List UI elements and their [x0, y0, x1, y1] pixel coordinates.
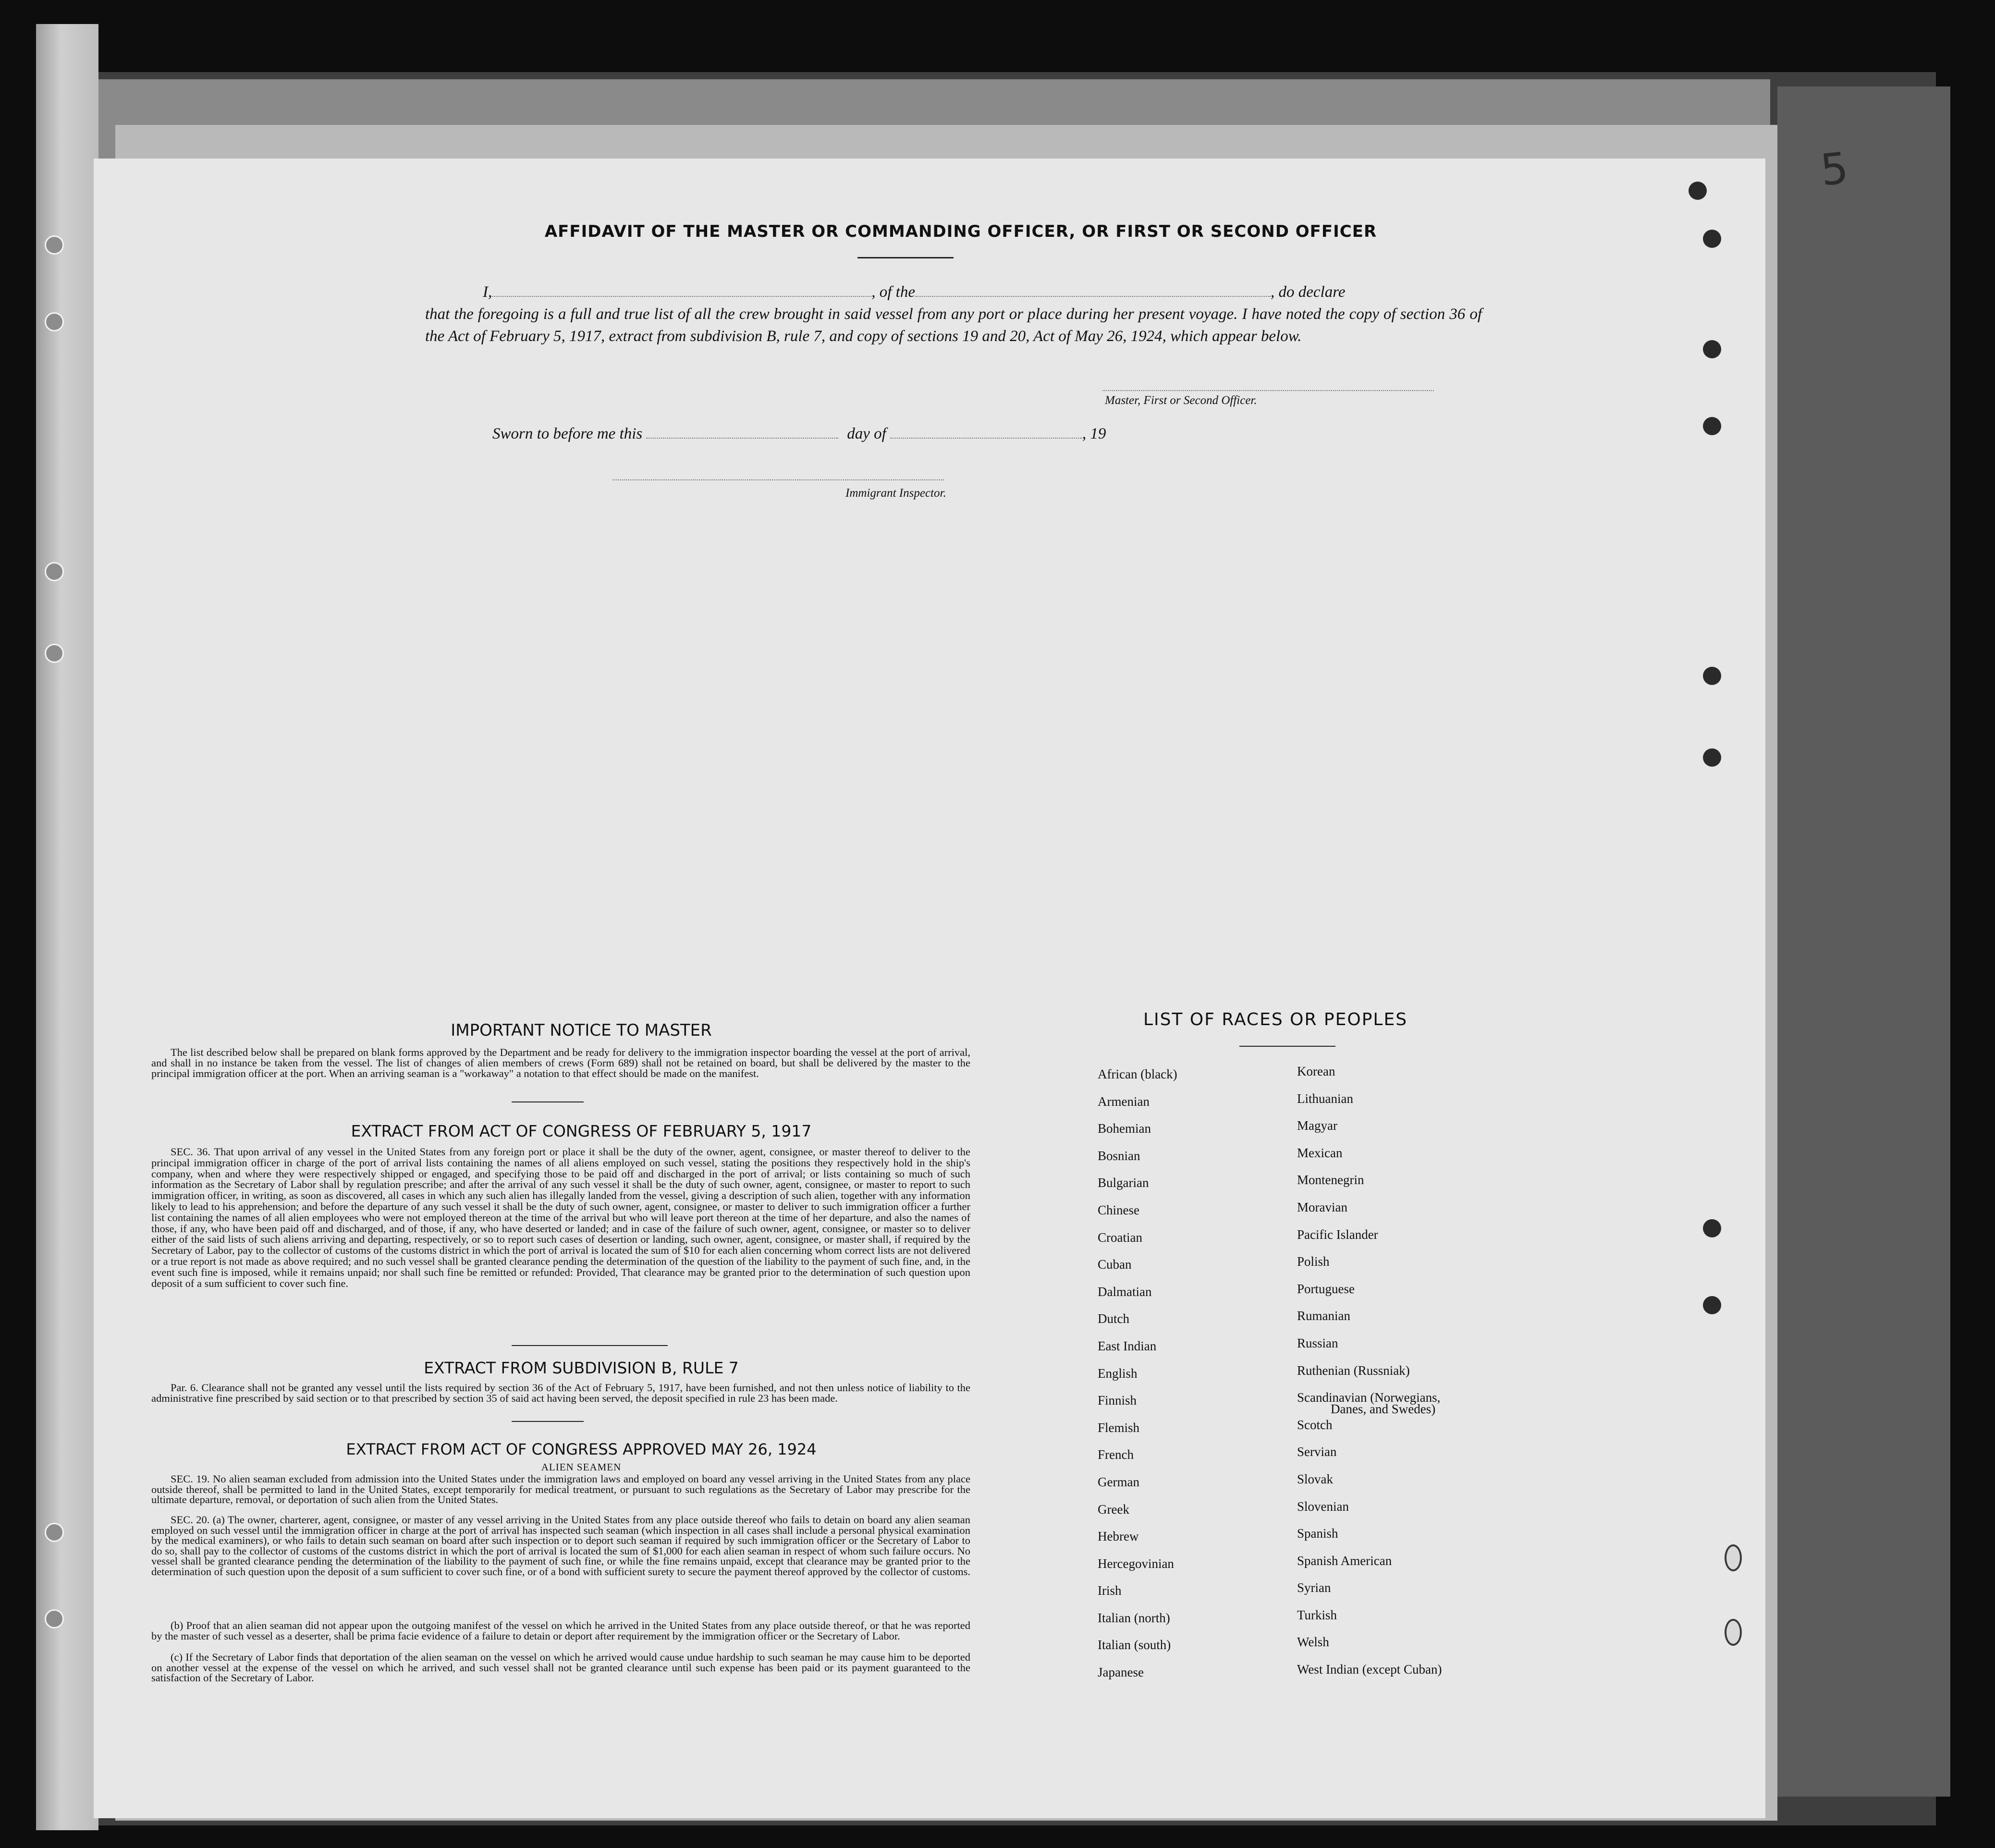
sworn-month-field[interactable]	[890, 438, 1082, 439]
race-item: Moravian	[1297, 1199, 1347, 1214]
race-item: Servian	[1297, 1444, 1337, 1459]
race-item: Ruthenian (Russniak)	[1297, 1363, 1410, 1378]
binding-hole	[45, 235, 64, 255]
race-item: Italian (south)	[1098, 1638, 1171, 1652]
sworn-year: , 19	[1082, 425, 1106, 442]
race-item: Mexican	[1297, 1145, 1343, 1160]
sworn-day-field[interactable]	[646, 438, 838, 439]
race-continuation: Danes, and Swedes)	[1331, 1402, 1436, 1416]
race-item: Cuban	[1098, 1257, 1132, 1272]
sec19-text: SEC. 19. No alien seaman excluded from admission into the United States under the immigration laws and employed on board any vessel arriving in the United States from any place outside thereof, shall be permitted to land in the United States, except temporarily for medical treatment, or pursuant to such regulations as the Secretary of Labor may prescribe for the ultimate departure, removal, or deportation of such alien from the United States.	[151, 1473, 970, 1505]
race-item: West Indian (except Cuban)	[1297, 1662, 1442, 1677]
race-item: Rumanian	[1297, 1309, 1350, 1323]
inspector-label: Immigrant Inspector.	[845, 487, 946, 500]
binding-hole	[45, 644, 64, 663]
extract-1917-text: SEC. 36. That upon arrival of any vessel in the United States from any foreign port or place it shall be the duty of the owner, agent, consignee, or master thereof to deliver to the principal immigration officer in charge of the port of arrival lists containing the names of all aliens employed on such vessel, stating the positions they respectively hold in the ship's company, when and where they were respectively shipped or engaged, and specifying those to be paid off and discharged in the port of arrival; or lists containing so much of such information as the Secretary of Labor shall by regulation prescribe; and after the arrival of any such vessel it shall be the duty of such owner, agent, consignee, or master to report to such immigration officer, in writing, as soon as discovered, all cases in which any such alien has illegally landed from the vessel, giving a description of such alien, together with any information likely to lead to his apprehension; and before the departure of any such vessel it shall be the duty of such owner, agent, consignee, or master to deliver to such immigration officer a further list containing the names of all alien employees who were not employed thereon at the time of the arrival but who will leave port thereon at the time of her departure, and also the names of those, if any, who have been paid off and discharged, and of those, if any, who have deserted or landed; and in case of the failure of such owner, agent, consignee, or master so to deliver either of the said lists of such aliens arriving and departing, respectively, or so to report such cases of desertion or landing, such owner, agent, consignee, or master shall, if required by the Secretary of Labor, pay to the collector of customs of the customs district in which the port of arrival is located the sum of $10 for each alien concerning whom correct lists are not delivered or a true report is not made as above required; and no such vessel shall be granted clearance pending the determination of the question of the liability to the payment of such fine, and, in the event such fine is imposed, while it remains unpaid; nor shall such fine be remitted or refunded: Provided, That clearance may be granted prior to the determination of such question upon deposit of a sum sufficient to cover such fine.	[151, 1146, 970, 1289]
sworn-day-of: day of	[847, 425, 886, 442]
race-item: Dutch	[1098, 1311, 1129, 1326]
punch-hole	[1703, 667, 1721, 685]
race-item: Hercegovinian	[1098, 1556, 1174, 1571]
race-item: Syrian	[1297, 1580, 1331, 1595]
punch-hole	[1703, 230, 1721, 248]
affidavit-body-text: that the foregoing is a full and true list of all the crew brought in said vessel from any port or place during her present voyage. I have noted the copy of section 36 of the Act of February 5, 1917, extract from subdivision B, rule 7, and copy of sections 19 and 20, Act of May 26, 1924, which appear below.	[425, 306, 1482, 345]
punch-hole	[1703, 748, 1721, 767]
divider	[512, 1345, 668, 1346]
race-item: Scandinavian (Norwegians,	[1297, 1390, 1441, 1405]
race-item: Bulgarian	[1098, 1175, 1149, 1190]
race-item: Irish	[1098, 1583, 1122, 1598]
extract-1924-title: EXTRACT FROM ACT OF CONGRESS APPROVED MAY 26, 1924	[346, 1440, 817, 1458]
sec20b-text: (b) Proof that an alien seaman did not appear upon the outgoing manifest of the vessel on which he arrived in the United States from any place outside thereof, or that he was reported by the master of such vessel as a deserter, shall be prima facie evidence of a failure to detain or deport after requirement by the immigration officer or the Secretary of Labor.	[151, 1619, 970, 1642]
race-item: Bosnian	[1098, 1148, 1140, 1163]
race-item: Chinese	[1098, 1202, 1139, 1217]
race-item: Hebrew	[1098, 1529, 1139, 1544]
page-number-mark: 5	[1818, 143, 1851, 196]
affidavit-statement	[425, 281, 1482, 347]
race-item: Croatian	[1098, 1230, 1142, 1245]
race-item: Turkish	[1297, 1607, 1337, 1622]
race-item: German	[1098, 1474, 1139, 1489]
binding-strip	[36, 24, 98, 1830]
race-item: Italian (north)	[1098, 1610, 1170, 1625]
adjacent-sheet	[1777, 86, 1950, 1797]
rule7-title: EXTRACT FROM SUBDIVISION B, RULE 7	[424, 1358, 739, 1377]
signature-label: Master, First or Second Officer.	[1105, 394, 1257, 407]
binding-hole	[45, 562, 64, 581]
extract-1917-title: EXTRACT FROM ACT OF CONGRESS OF FEBRUARY 5, 1917	[351, 1122, 812, 1140]
race-item: Flemish	[1098, 1420, 1140, 1435]
race-item: Greek	[1098, 1502, 1129, 1517]
declarant-name-field[interactable]	[492, 296, 871, 297]
vessel-name-field[interactable]	[915, 296, 1271, 297]
binding-hole	[45, 312, 64, 331]
race-item: Montenegrin	[1297, 1173, 1364, 1187]
title-underline	[857, 257, 954, 258]
races-title: LIST OF RACES OR PEOPLES	[1143, 1010, 1408, 1029]
race-item: Finnish	[1098, 1393, 1137, 1408]
sec20c-text: (c) If the Secretary of Labor finds that deportation of the alien seaman on the vessel on which he arrived would cause undue hardship to such seaman he may cause him to be deported on another vessel at the expense of the vessel on which he arrived, and such vessel shall not be granted clearance until such expense has been paid or its payment guaranteed to the satisfaction of the Secretary of Labor.	[151, 1651, 970, 1684]
sworn-statement	[492, 425, 1106, 443]
races-column-right	[1297, 1058, 1442, 1683]
inspector-signature-line[interactable]	[612, 479, 944, 480]
race-item: French	[1098, 1447, 1134, 1462]
punch-hole	[1689, 182, 1707, 200]
extract-1924-subtitle: ALIEN SEAMEN	[541, 1461, 622, 1473]
race-item: Portuguese	[1297, 1281, 1355, 1296]
binding-hole	[45, 1609, 64, 1628]
affidavit-page	[94, 159, 1765, 1818]
race-item: Dalmatian	[1098, 1284, 1152, 1299]
race-item: Polish	[1297, 1254, 1330, 1269]
race-item: Lithuanian	[1297, 1091, 1353, 1106]
race-item: Scotch	[1297, 1417, 1333, 1432]
race-item: Welsh	[1297, 1635, 1329, 1650]
sec20a-text: SEC. 20. (a) The owner, charterer, agent, consignee, or master of any vessel arriving in the United States from any place outside thereof who fails to detain on board any alien seaman employed on such vessel until the immigration officer in charge at the port of arrival has inspected such seaman (which inspection in all cases shall include a personal physical examination by the medical examiners), or who fails to detain such seaman on board after such inspection or to deport such seaman if required by such immigration officer or the Secretary of Labor to do so, shall pay to the collector of customs of the customs district in which the port of arrival is located the sum of $1,000 for each alien seaman in respect of whom such failure occurs. No vessel shall be granted clearance pending the determination of the liability to the payment of such fine, or while the fine remains unpaid, except that clearance may be granted prior to the determination of such question upon the deposit of a sum sufficient to cover such fine, or of a bond with sufficient surety to secure the payment thereof approved by the collector of customs.	[151, 1514, 970, 1578]
ring-hole	[1725, 1544, 1742, 1571]
signature-line[interactable]	[1102, 390, 1434, 391]
punch-hole	[1703, 1296, 1721, 1314]
divider	[512, 1101, 584, 1102]
races-column-left	[1098, 1061, 1177, 1686]
notice-text: The list described below shall be prepared on blank forms approved by the Department and be ready for delivery to the immigration inspector boarding the vessel at the port of arrival, and shall in no instance be taken from the vessel. The list of changes of alien members of crews (Form 689) shall not be retained on board, but shall be delivered by the master to the principal immigration officer at the port. When an arriving seaman is a "workaway" a notation to that effect should be made on the manifest.	[151, 1046, 970, 1079]
punch-hole	[1703, 340, 1721, 358]
race-item: Japanese	[1098, 1665, 1144, 1680]
affidavit-title: AFFIDAVIT OF THE MASTER OR COMMANDING OFFICER, OR FIRST OR SECOND OFFICER	[544, 222, 1377, 241]
race-item: Slovak	[1297, 1471, 1334, 1486]
declare-label: , do declare	[1270, 283, 1346, 301]
races-title-underline	[1239, 1046, 1335, 1047]
notice-title: IMPORTANT NOTICE TO MASTER	[451, 1021, 712, 1040]
race-item: Korean	[1297, 1064, 1335, 1078]
race-item: East Indian	[1098, 1338, 1157, 1353]
race-item: Armenian	[1098, 1094, 1150, 1109]
race-item: Pacific Islander	[1297, 1227, 1378, 1242]
punch-hole	[1703, 417, 1721, 435]
binding-hole	[45, 1523, 64, 1542]
race-item: Spanish American	[1297, 1553, 1392, 1568]
race-item: Magyar	[1297, 1118, 1337, 1133]
declarant-prefix: I,	[483, 283, 492, 301]
ring-hole	[1725, 1619, 1742, 1646]
divider	[512, 1421, 584, 1422]
race-item: English	[1098, 1366, 1138, 1381]
of-the-label: , of the	[871, 283, 915, 301]
rule7-text: Par. 6. Clearance shall not be granted any vessel until the lists required by section 36 of the Act of February 5, 1917, have been furnished, and not then unless notice of liability to the administrative fine prescribed by said section or to that prescribed by section 35 of said act having been served, the deposit specified in rule 23 has been made.	[151, 1382, 970, 1404]
sworn-prefix: Sworn to before me this	[492, 425, 643, 442]
race-item: Russian	[1297, 1335, 1338, 1350]
punch-hole	[1703, 1219, 1721, 1237]
race-item: Bohemian	[1098, 1121, 1151, 1136]
race-item: Spanish	[1297, 1526, 1338, 1541]
race-item: African (black)	[1098, 1067, 1177, 1081]
race-item: Slovenian	[1297, 1499, 1349, 1514]
